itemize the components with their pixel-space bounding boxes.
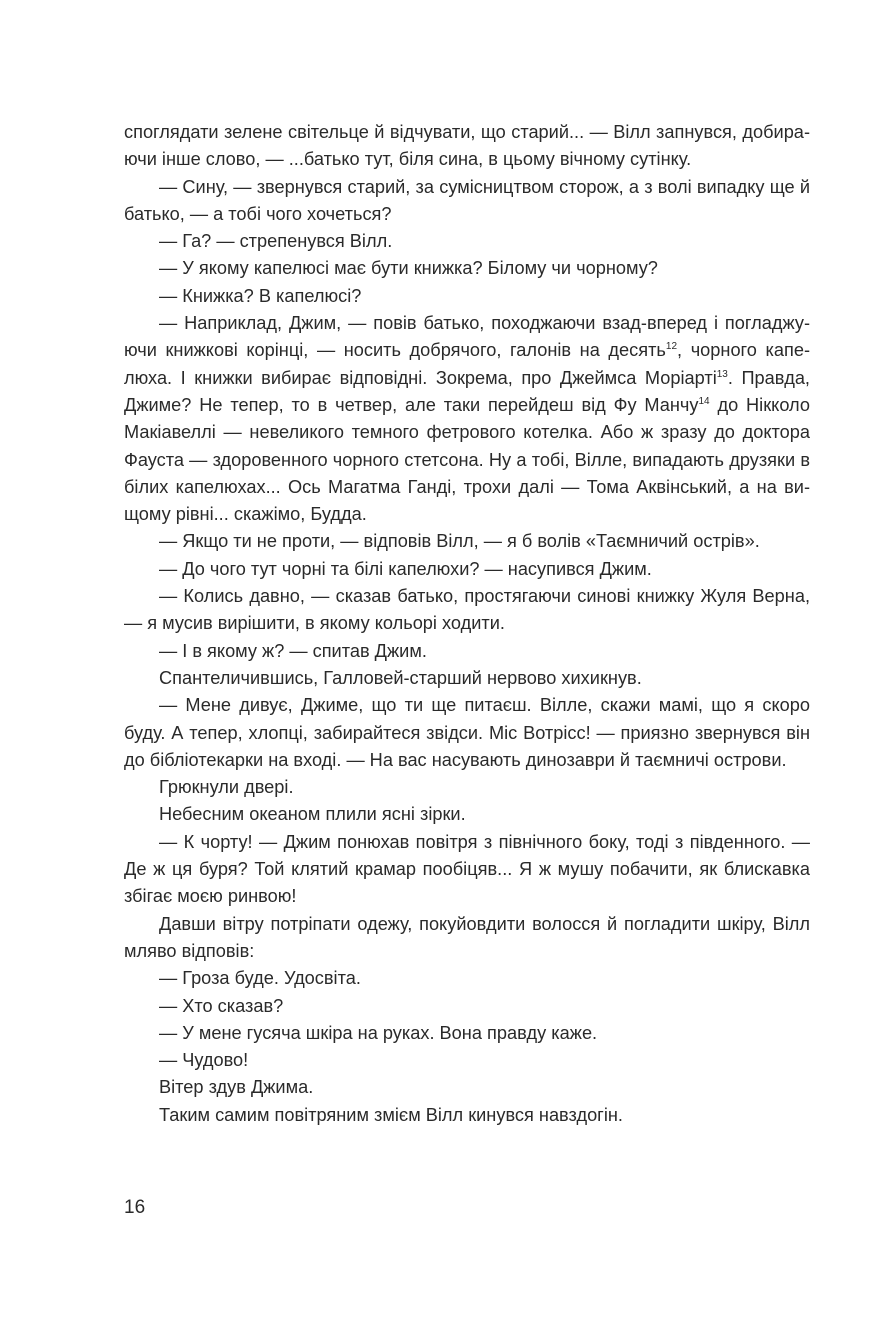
paragraph: Грюкнули двері.	[159, 777, 294, 798]
paragraph: споглядати зелене світельце й відчувати, що старий... — Вілл запнувся, добираючи інше слово, — ...батько тут, біля сина, в цьому вічному сутінку.	[124, 122, 810, 170]
paragraph: Давши вітру потріпати одежу, покуйовдити волосся й погладити шкіру, Вілл мляво відповів:	[124, 913, 810, 961]
paragraph: — К чорту! — Джим понюхав повітря з північного боку, тоді з південного. — Де ж ця буря? Той клятий крамар пообіцяв... Я ж мушу побачити, як блискавка збігає моєю ринвою!	[124, 831, 810, 907]
paragraph: — Книжка? В капелюсі?	[159, 285, 362, 306]
paragraph: — Хто сказав?	[159, 995, 284, 1016]
paragraph: — Чудово!	[159, 1050, 249, 1071]
paragraph: — Якщо ти не проти, — відповів Вілл, — я б волів «Таємничий острів».	[159, 531, 760, 552]
paragraph: — Мене дивує, Джиме, що ти ще питаєш. Вілле, скажи мамі, що я скоро буду. А тепер, хлопці, забирайтеся звідси. Міс Вотрісс! — приязно звернувся він до бібліотекарки на вході. — На вас насувають динозаври й таємничі острови.	[124, 695, 810, 770]
paragraph: — Колись давно, — сказав батько, простягаючи синові книжку Жуля Верна, — я мусив вирішити, в якому кольорі ходити.	[124, 586, 810, 634]
paragraph: — І в якому ж? — спитав Джим.	[159, 640, 427, 661]
paragraph-text: до Нікколо Макіавеллі — невеликого темного фетрового котелка. Або ж зразу до доктора Фауста — здоровенного чорного стетсона. Ну а тобі, Вілле, випадають друзяки в білих капелюхах... Ось Магатма Ганді, трохи далі — Тома Аквінський, а на вищому рівні... скажімо, Будда.	[124, 394, 810, 525]
paragraph: — У мене гусяча шкіра на руках. Вона правду каже.	[159, 1022, 598, 1043]
footnote-ref-14: 14	[698, 395, 710, 407]
paragraph: — У якому капелюсі має бути книжка? Білому чи чорному?	[159, 258, 658, 279]
paragraph: Вітер здув Джима.	[159, 1077, 314, 1098]
paragraph-text: — Наприклад, Джим, — повів батько, походжаючи взад-вперед і погладжуючи книжкові корінці, — носить добрячого, галонів на десять	[124, 313, 810, 361]
footnote-ref-12: 12	[665, 341, 678, 353]
paragraph: Небесним океаном плили ясні зірки.	[159, 804, 466, 825]
paragraph-with-footnotes	[124, 310, 810, 528]
page-number: 16	[124, 1197, 146, 1218]
paragraph: — До чого тут чорні та білі капелюхи? — насупився Джим.	[159, 558, 652, 579]
paragraph: Спантеличившись, Галловей-старший нервово хихикнув.	[159, 667, 642, 688]
body-text	[124, 119, 810, 1129]
paragraph: Таким самим повітряним змієм Вілл кинувся навздогін.	[159, 1104, 623, 1125]
footnote-ref-13: 13	[716, 368, 728, 380]
paragraph-text: , чорного капелюха. І книжки вибирає відповідні. Зокрема, про Джеймса Моріарті	[124, 340, 811, 388]
paragraph: — Га? — стрепенувся Вілл.	[159, 231, 393, 252]
paragraph: — Сину, — звернувся старий, за сумісництвом сторож, а з волі випадку ще й батько, — а тобі чого хочеться?	[124, 176, 810, 224]
paragraph-text: . Правда, Джиме? Не тепер, то в четвер, але таки перейдеш від Фу Манчу	[124, 367, 810, 415]
paragraph: — Гроза буде. Удосвіта.	[159, 968, 361, 989]
